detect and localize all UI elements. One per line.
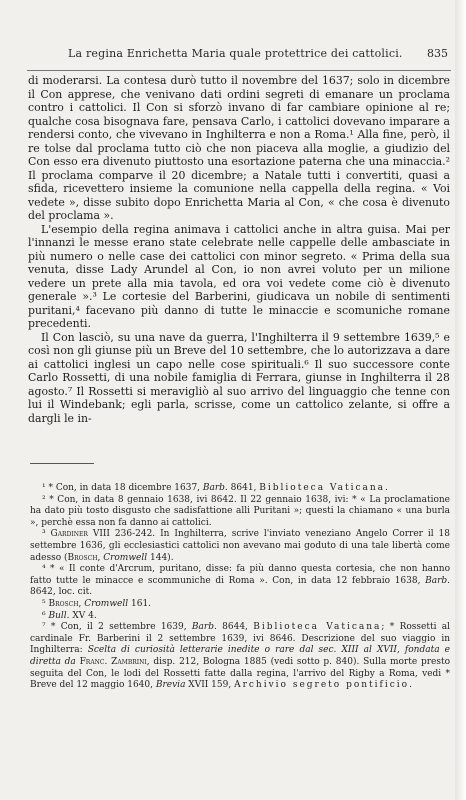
- footnote-text: VIII 236-242. In Inghilterra, scrive l'inviato veneziano Angelo Correr il 18 settembre 1636, gli ecclesiastici cattolici non avevano mai goduto di una tale libertà come adesso (: [30, 529, 450, 563]
- footnote-text: Barb.: [191, 622, 217, 633]
- footnote-text: Scelta di curiosità letterarie inedite o rare dal sec. XIII al XVII, fondata e diretta da: [30, 645, 450, 667]
- footnote-text: Bull.: [48, 610, 70, 621]
- footnote-text: 8642, loc. cit.: [30, 587, 93, 598]
- footnote-text: Gardiner: [50, 529, 88, 540]
- footnote-rule: [30, 463, 94, 464]
- footnote-3: [30, 529, 450, 564]
- footnote-6: [30, 611, 450, 623]
- page-number: 835: [427, 47, 448, 60]
- footnote-text: ³: [42, 529, 51, 540]
- footnote-text: ,: [97, 552, 104, 563]
- footnote-text: , disp. 212, Bologna 1885 (vedi sotto p. 840). Sulla morte presto seguita del Con, le lodi del Rossetti fatte dalla regina, l'arrivo del Rigby a Roma, vedi * Breve del 12 maggio 1640,: [30, 656, 450, 691]
- footnote-text: ⁴ * « Il conte d'Arcrum, puritano, disse: fa più danno questa cortesia, che non hanno fatto tutte le minacce e scommuniche di Roma ». Con, in data 12 febbraio 1638,: [30, 564, 450, 586]
- footnote-4: [30, 564, 450, 599]
- footnote-text: 161.: [128, 598, 152, 609]
- footnote-7: [30, 622, 450, 692]
- footnote-text: Biblioteca Vaticana: [253, 622, 382, 633]
- footnote-text: 8641,: [227, 483, 260, 493]
- footnote-text: Biblioteca Vaticana: [259, 483, 386, 493]
- footnote-5: [30, 599, 450, 611]
- paragraph-3: Il Con lasciò, su una nave da guerra, l'Inghilterra il 9 settembre 1639,⁵ e così non gli giunse più un Breve del 10 settembre, che lo autorizzava a dare ai cattolici inglesi un capo nelle cose spirituali.⁶ Il suo successore conte Carlo Rossetti, di una nobile famiglia di Ferrara, giunse in Inghilterra il 28 agosto.⁷ Il Rossetti si meravigliò al suo arrivo del linguaggio che tenne con lui il Windebank; egli parla, scrisse, come un cattolico zelante, si offre a dargli le in-: [28, 330, 450, 425]
- footnote-text: Barb.: [425, 575, 450, 586]
- main-text: [28, 74, 450, 425]
- footnote-text: Cromwell: [103, 552, 148, 563]
- footnote-text: Brosch: [48, 598, 79, 609]
- footnote-text: Franc. Zambrini: [79, 656, 147, 667]
- footnote-text: ⁷ * Con, il 2 settembre 1639,: [42, 622, 192, 633]
- running-title: La regina Enrichetta Maria quale protettrice dei cattolici.: [68, 47, 403, 60]
- footnote-2: ² * Con, in data 8 gennaio 1638, ivi 8642. Il 22 gennaio 1638, ivi: * « La proclamatione ha dato più tosto disgusto che sadisfattione alli Puritani »; questi la chiamano « una burla », perchè essa non fa danno ai cattolici.: [30, 494, 450, 528]
- footnote-text: ,: [78, 598, 85, 609]
- footnote-text: ¹ * Con, in data 18 dicembre 1637,: [42, 483, 203, 493]
- footnote-text: 8644,: [216, 622, 254, 633]
- footnote-text: ⁶: [42, 610, 49, 621]
- footnotes: [30, 483, 450, 692]
- footnote-text: XV 4.: [69, 610, 97, 621]
- footnote-text: Cromwell: [84, 598, 129, 609]
- paragraph-1: di moderarsi. La contesa durò tutto il novembre del 1637; solo in dicembre il Con apprese, che venivano dati ordini segreti di emanare un proclama contro i cattolici. Il Con si sforzò invano di far cambiare opinione al re; qualche cosa bisognava fare, pensava Carlo, i cattolici dovevano imparare a rendersi conto, che vivevano in Inghilterra e non a Roma.¹ Alla fine, però, il re tolse dal proclama tutto ciò che non piaceva alla moglie, a giudizio del Con esso era divenuto piuttosto una esortazione paterna che una minaccia.² Il proclama comparve il 20 dicembre; a Natale tutti i convertiti, quasi a sfida, ricevettero insieme la comunione nella cappella della regina. « Voi vedete », disse subito dopo Enrichetta Maria al Con, « che cosa è divenuto del proclama ».: [28, 74, 450, 222]
- footnote-1: [30, 483, 450, 495]
- footnote-text: .: [409, 680, 412, 691]
- footnote-text: Archivio segreto pontificio: [234, 680, 410, 691]
- footnote-text: Barb.: [202, 483, 228, 493]
- footnote-text: .: [385, 483, 388, 493]
- footnote-text: ⁵: [42, 598, 49, 609]
- scan-edge: [455, 0, 466, 800]
- header-rule: [27, 70, 451, 71]
- paragraph-2: L'esempio della regina animava i cattolici anche in altra guisa. Mai per l'innanzi le messe erano state celebrate nelle cappelle delle ambasciate in più numero o nelle case dei cattolici con minor segreto. « Prima della sua venuta, disse Lady Arundel al Con, io non avrei voluto per un milione vedere un prete alla mia tavola, ed ora voi vedete come ciò è divenuto generale ».³ Le cortesie del Barberini, giudicava un nobile di sentimenti puritani,⁴ facevano più danno di tutte le minaccie e scomuniche romane precedenti.: [28, 222, 450, 330]
- page-header: [28, 47, 448, 63]
- footnote-text: XVII 159,: [185, 680, 235, 691]
- footnote-text: 144).: [147, 552, 174, 563]
- footnote-text: ; * Rossetti al cardinale Fr. Barberini il 2 settembre 1639, ivi 8646. Descrizione del suo viaggio in Inghilterra:: [30, 622, 450, 656]
- footnote-text: Brevia: [155, 680, 186, 691]
- footnote-text: Brosch: [67, 552, 98, 563]
